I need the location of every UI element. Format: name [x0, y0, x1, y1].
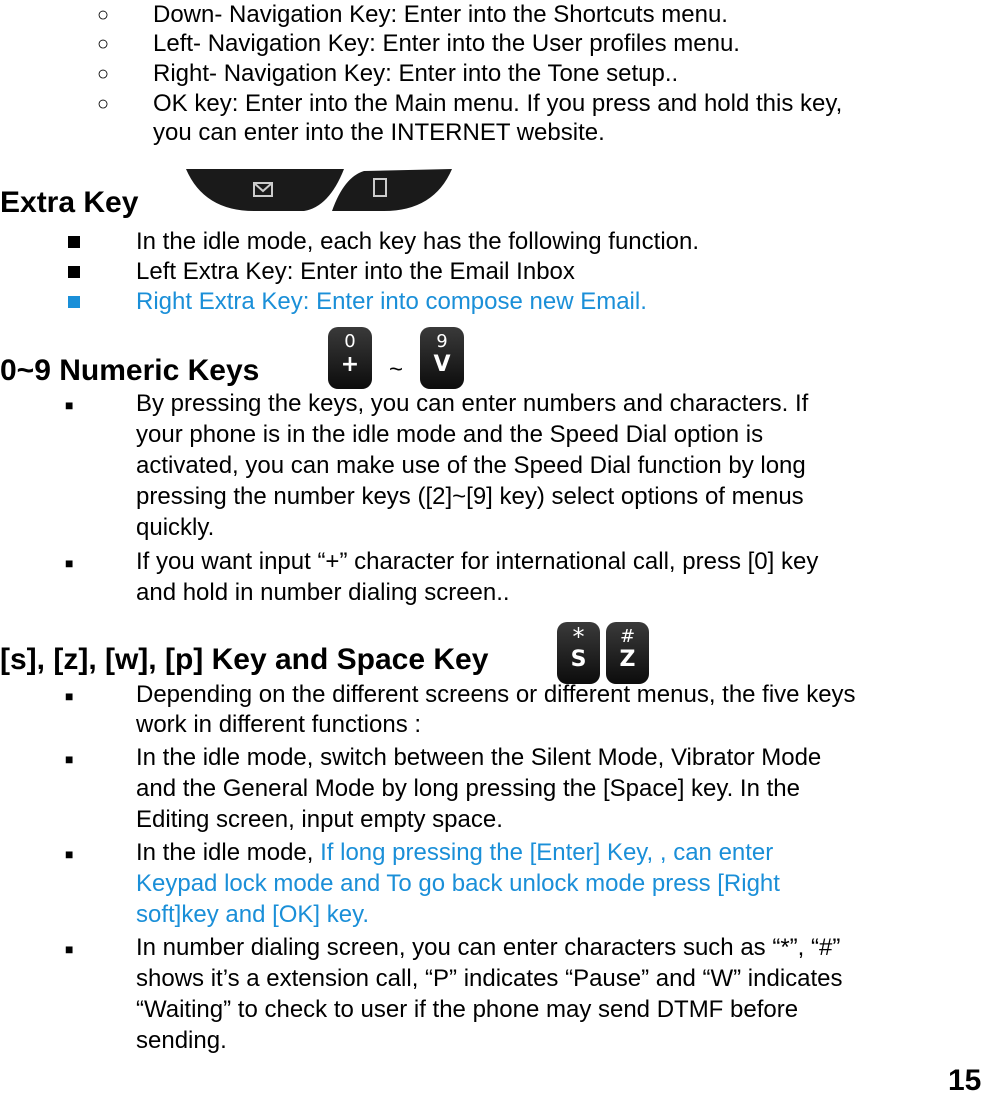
list-item: and the General Mode by long pressing the [Space] key. In the [136, 775, 800, 802]
list-item: Left- Navigation Key: Enter into the User profiles menu. [153, 30, 740, 57]
list-bullet: ■ [65, 397, 74, 413]
list-item: Left Extra Key: Enter into the Email Inbox [136, 258, 575, 285]
list-bullet: ○ [97, 4, 110, 26]
range-tilde: ~ [389, 356, 404, 383]
list-item: In the idle mode, each key has the following function. [136, 228, 700, 255]
list-item: In the idle mode, If long pressing the [Enter] Key, , can enter [136, 839, 774, 866]
page-number: 15 [948, 1064, 982, 1097]
list-item: OK key: Enter into the Main menu. If you press and hold this key, [153, 90, 843, 117]
right-extra-key [332, 169, 452, 211]
section-heading: 0~9 Numeric Keys [0, 354, 260, 387]
list-bullet: ■ [65, 751, 74, 767]
key-star-icon: * S [557, 622, 600, 684]
list-bullet: ○ [97, 63, 110, 85]
list-item: Right- Navigation Key: Enter into the Tone setup.. [153, 60, 679, 87]
list-bullet: ■ [65, 846, 74, 862]
list-item: Depending on the different screens or different menus, the five keys [136, 681, 856, 708]
list-bullet-icon [68, 266, 80, 278]
list-item: soft]key and [OK] key. [136, 901, 369, 928]
list-bullet-icon [68, 296, 80, 308]
list-bullet: ■ [65, 555, 74, 571]
extra-keys-image [184, 167, 454, 215]
key-0-icon: 0 + [328, 327, 372, 389]
list-item: work in different functions : [136, 711, 422, 738]
list-item: Right Extra Key: Enter into compose new Email. [136, 288, 647, 315]
list-item: Down- Navigation Key: Enter into the Shortcuts menu. [153, 1, 728, 28]
list-item: By pressing the keys, you can enter numbers and characters. If [136, 390, 809, 417]
list-item: In number dialing screen, you can enter characters such as “*”, “#” [136, 934, 841, 961]
list-bullet: ■ [65, 941, 74, 957]
list-item: In the idle mode, switch between the Silent Mode, Vibrator Mode [136, 744, 822, 771]
list-item: Editing screen, input empty space. [136, 806, 503, 833]
list-item: “Waiting” to check to user if the phone may send DTMF before [136, 996, 799, 1023]
list-bullet-icon [68, 236, 80, 248]
key-hash-icon: # Z [606, 622, 649, 684]
section-heading: [s], [z], [w], [p] Key and Space Key [0, 643, 489, 676]
list-item: shows it’s a extension call, “P” indicates “Pause” and “W” indicates [136, 965, 843, 992]
list-item: If you want input “+” character for international call, press [0] key [136, 548, 819, 575]
list-item: pressing the number keys ([2]~[9] key) select options of menus [136, 483, 804, 510]
list-item: activated, you can make use of the Speed Dial function by long [136, 452, 806, 479]
key-9-icon: 9 V [420, 327, 464, 389]
section-heading: Extra Key [0, 186, 139, 219]
list-item: Keypad lock mode and To go back unlock mode press [Right [136, 870, 780, 897]
list-bullet: ■ [65, 688, 74, 704]
list-item-continuation: you can enter into the INTERNET website. [153, 119, 605, 146]
list-item: and hold in number dialing screen.. [136, 579, 510, 606]
list-bullet: ○ [97, 93, 110, 115]
list-bullet: ○ [97, 33, 110, 55]
list-item: quickly. [136, 514, 215, 541]
list-item: your phone is in the idle mode and the Speed Dial option is [136, 421, 764, 448]
list-item: sending. [136, 1027, 227, 1054]
